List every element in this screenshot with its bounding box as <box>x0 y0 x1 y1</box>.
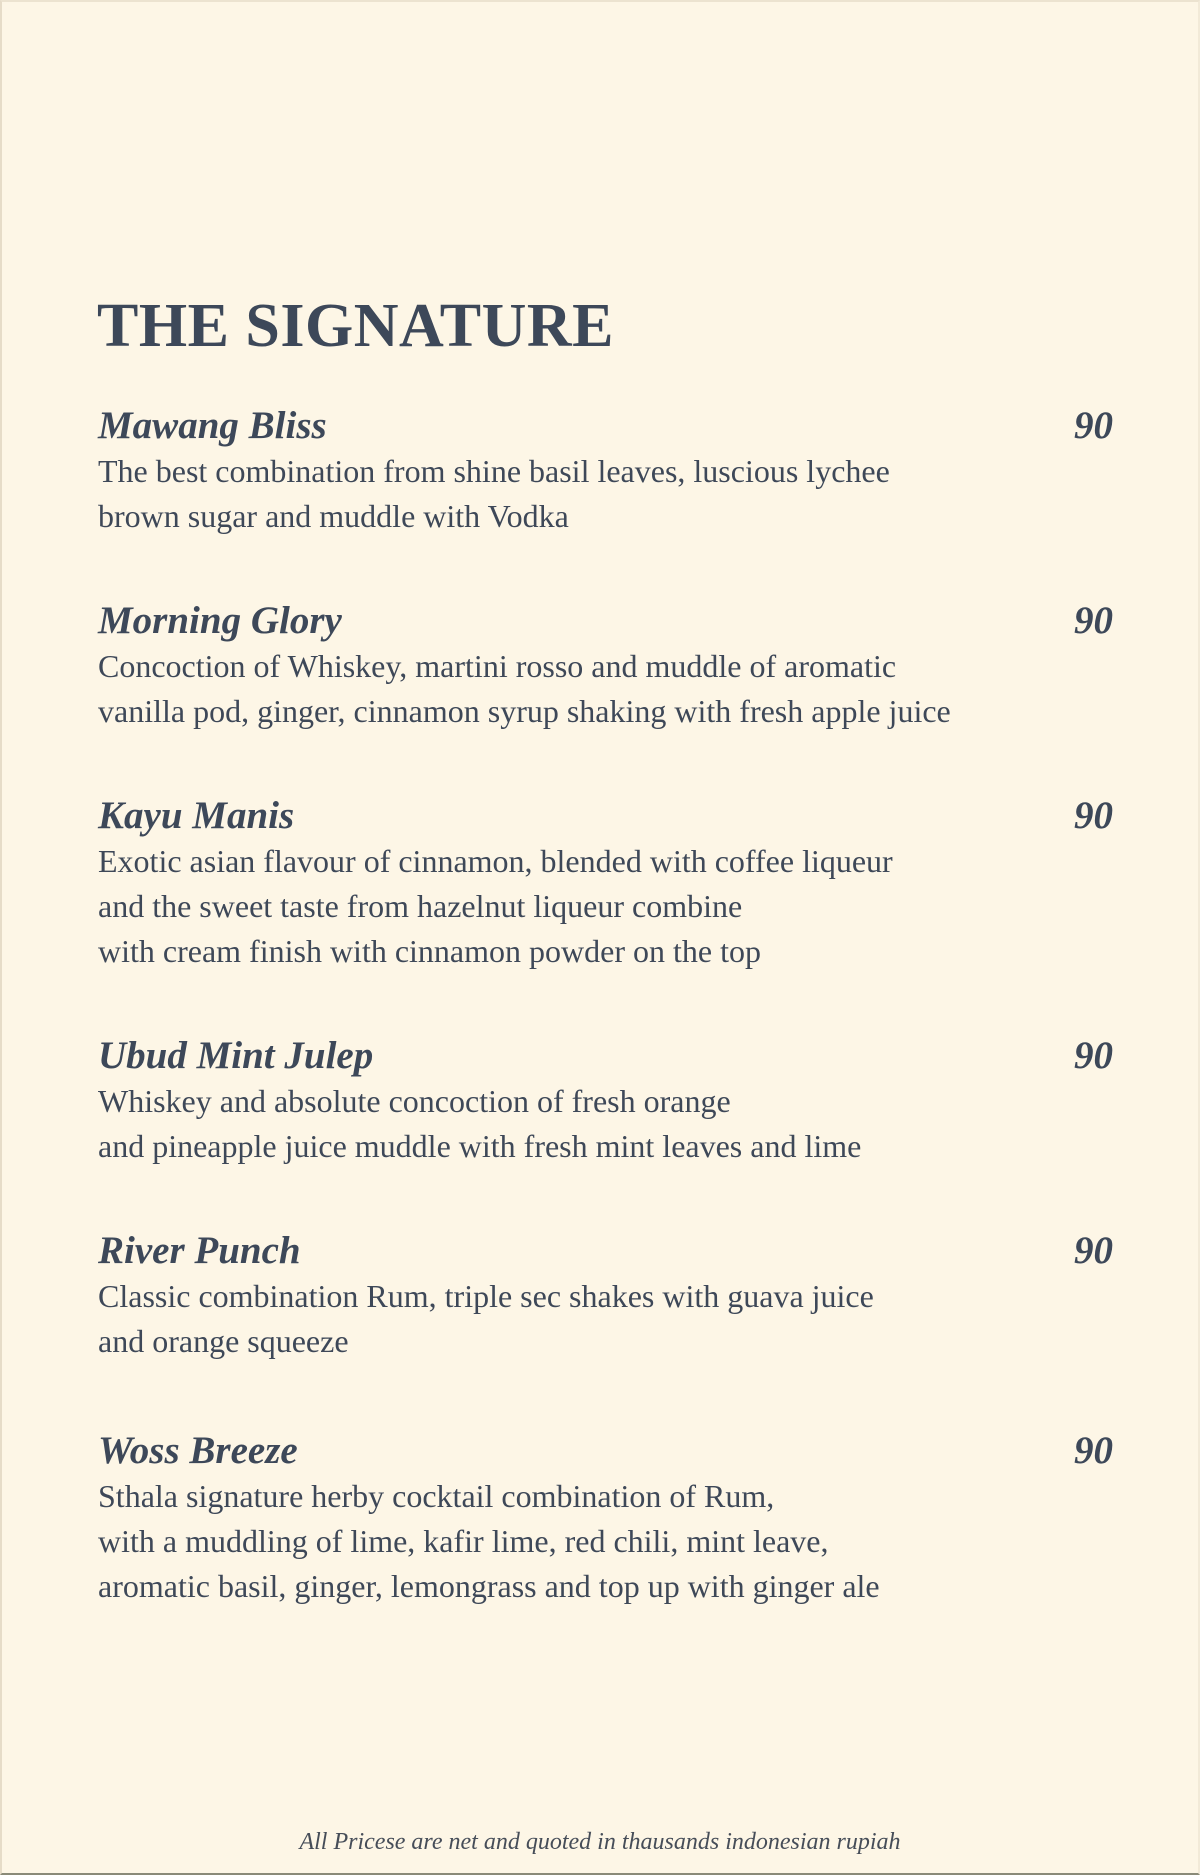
menu-item-price: 90 <box>1074 794 1113 837</box>
menu-item-river-punch <box>98 1228 1113 1364</box>
menu-item-woss-breeze <box>98 1428 1113 1609</box>
menu-item-morning-glory <box>98 598 1113 734</box>
menu-item-header <box>98 1428 1113 1474</box>
menu-item-ubud-mint-julep <box>98 1033 1113 1169</box>
description-line: Whiskey and absolute concoction of fresh orange <box>98 1083 731 1119</box>
description-line: and orange squeeze <box>98 1323 349 1359</box>
menu-item-header <box>98 793 1113 839</box>
description-line: with a muddling of lime, kafir lime, red chili, mint leave, <box>98 1523 829 1559</box>
menu-item-kayu-manis <box>98 793 1113 974</box>
menu-item-name: Ubud Mint Julep <box>98 1034 374 1077</box>
menu-item-header <box>98 1033 1113 1079</box>
menu-item-header <box>98 598 1113 644</box>
price-footnote: All Pricese are net and quoted in thausands indonesian rupiah <box>299 1829 901 1855</box>
menu-item-description <box>98 839 1113 974</box>
menu-item-name: Morning Glory <box>98 599 342 642</box>
description-line: brown sugar and muddle with Vodka <box>98 498 569 534</box>
menu-item-description <box>98 1474 1113 1609</box>
description-line: with cream finish with cinnamon powder on the top <box>98 933 761 969</box>
menu-item-price: 90 <box>1074 1429 1113 1472</box>
menu-item-price: 90 <box>1074 599 1113 642</box>
description-line: and the sweet taste from hazelnut liqueur combine <box>98 888 743 924</box>
menu-item-mawang-bliss <box>98 403 1113 539</box>
description-line: Sthala signature herby cocktail combination of Rum, <box>98 1478 775 1514</box>
menu-title: THE SIGNATURE <box>97 292 614 360</box>
menu-item-description <box>98 1079 1113 1169</box>
menu-item-header <box>98 1228 1113 1274</box>
menu-item-name: River Punch <box>98 1229 301 1272</box>
description-line: Concoction of Whiskey, martini rosso and muddle of aromatic <box>98 648 897 684</box>
menu-item-name: Woss Breeze <box>98 1429 298 1472</box>
description-line: vanilla pod, ginger, cinnamon syrup shaking with fresh apple juice <box>98 693 951 729</box>
menu-item-price: 90 <box>1074 1034 1113 1077</box>
menu-item-price: 90 <box>1074 1229 1113 1272</box>
description-line: and pineapple juice muddle with fresh mint leaves and lime <box>98 1128 862 1164</box>
description-line: Exotic asian flavour of cinnamon, blended with coffee liqueur <box>98 843 893 879</box>
menu-item-name: Kayu Manis <box>98 794 295 837</box>
description-line: The best combination from shine basil leaves, luscious lychee <box>98 453 890 489</box>
menu-item-name: Mawang Bliss <box>98 404 327 447</box>
menu-item-description <box>98 1274 1113 1364</box>
menu-item-price: 90 <box>1074 404 1113 447</box>
menu-item-header <box>98 403 1113 449</box>
menu-item-description <box>98 449 1113 539</box>
description-line: aromatic basil, ginger, lemongrass and top up with ginger ale <box>98 1568 880 1604</box>
description-line: Classic combination Rum, triple sec shakes with guava juice <box>98 1278 874 1314</box>
menu-item-description <box>98 644 1113 734</box>
